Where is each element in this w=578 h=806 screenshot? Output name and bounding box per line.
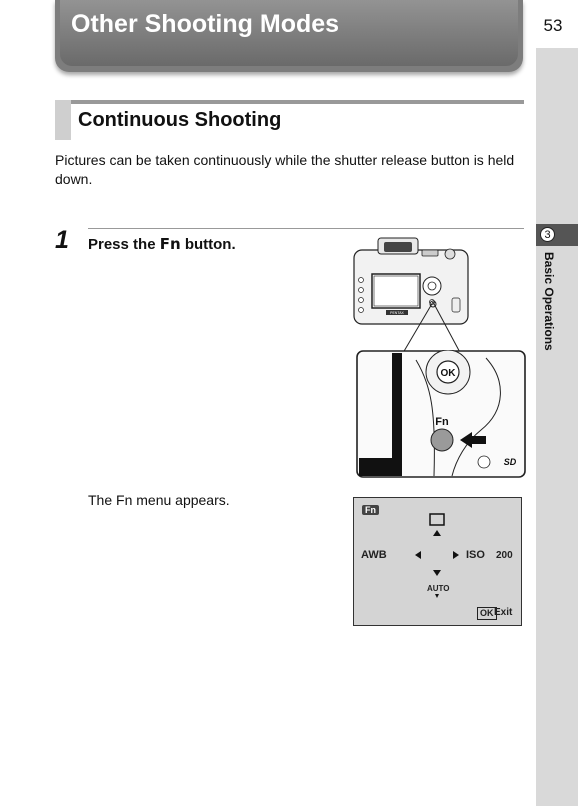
- exit-label: Exit: [494, 607, 513, 618]
- fn-key-label: Fn: [159, 235, 181, 253]
- section-intro: Pictures can be taken continuously while the shutter release button is held down.: [55, 152, 515, 187]
- camera-brand: PENTAX: [390, 311, 404, 315]
- fn-button-label: Fn: [435, 416, 449, 428]
- step-instruction: [88, 235, 236, 253]
- left-arrow-icon: [415, 551, 421, 559]
- fn-menu-screen: [353, 497, 522, 626]
- right-arrow-icon: [453, 551, 459, 559]
- step-instruction-prefix: Press the: [88, 236, 160, 253]
- chapter-name: Basic Operations: [542, 252, 556, 351]
- section-marker: [55, 100, 71, 140]
- sd-card-logo: SD: [503, 457, 517, 467]
- step-result: The Fn menu appears.: [88, 492, 230, 508]
- fn-badge: Fn: [362, 505, 379, 515]
- iso-value: 200: [496, 550, 513, 561]
- ok-button-label: OK: [440, 368, 456, 379]
- page-number: 53: [543, 16, 563, 35]
- step-rule: [88, 228, 524, 229]
- iso-label: ISO: [466, 549, 485, 561]
- section-rule: [55, 100, 524, 104]
- drive-mode-icon: [430, 514, 444, 525]
- fn-button-zoom-illustration: [356, 350, 526, 478]
- ok-badge: OK: [477, 607, 497, 620]
- fn-menu-graphics: [354, 498, 521, 625]
- up-arrow-icon: [433, 530, 441, 536]
- step-number: 1: [55, 226, 69, 254]
- flash-icon: [435, 594, 439, 598]
- step-instruction-suffix: button.: [180, 236, 236, 253]
- awb-label: AWB: [361, 549, 387, 561]
- chapter-name-container: [542, 252, 558, 402]
- section-title: Continuous Shooting: [78, 109, 282, 131]
- chapter-number: 3: [540, 227, 555, 242]
- page-title: Other Shooting Modes: [71, 10, 340, 38]
- flash-auto-label: AUTO: [427, 584, 450, 593]
- down-arrow-icon: [433, 570, 441, 576]
- chapter-sidebar: [536, 0, 578, 806]
